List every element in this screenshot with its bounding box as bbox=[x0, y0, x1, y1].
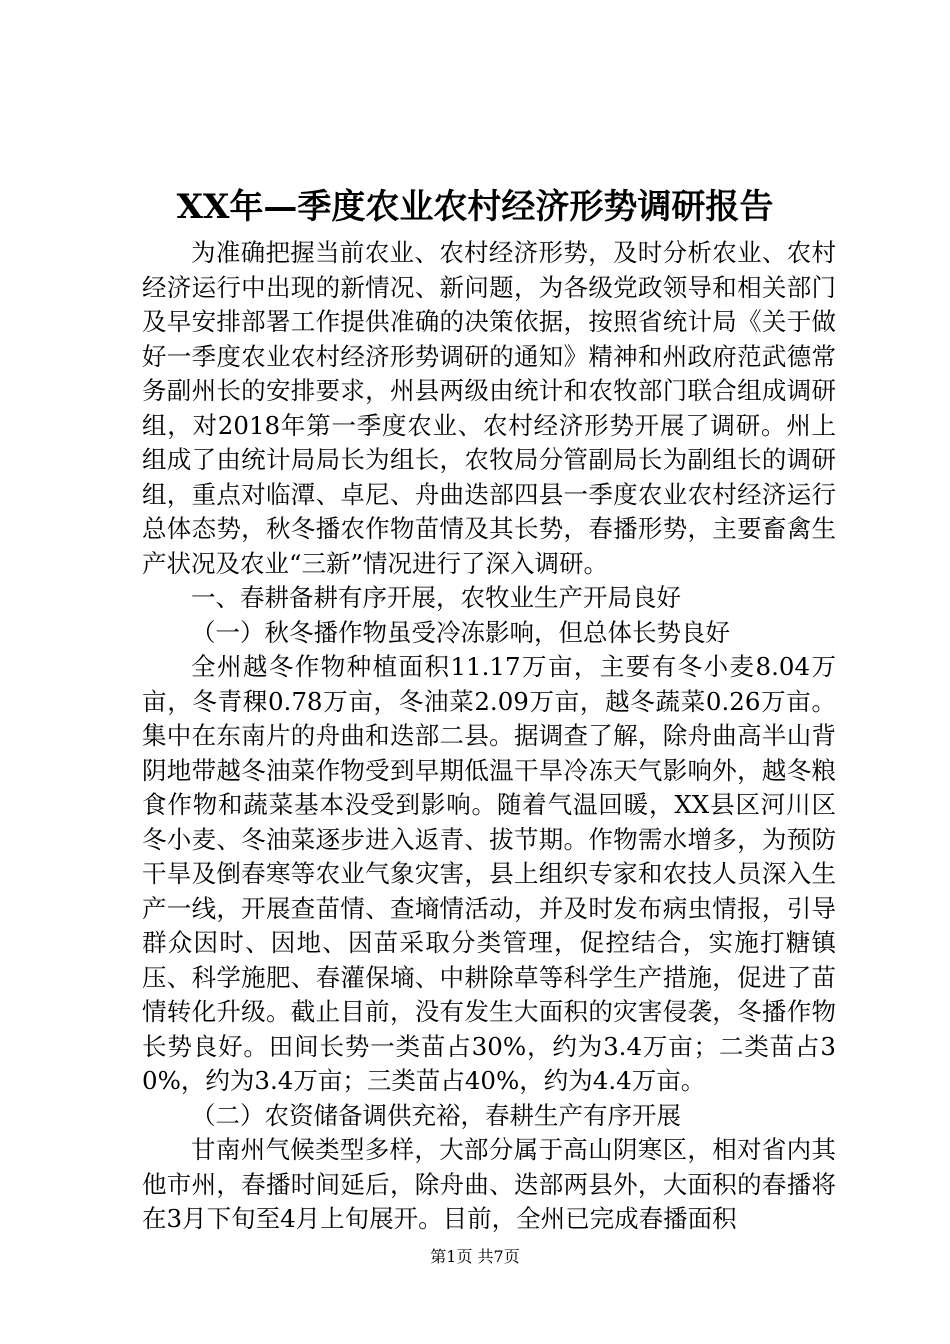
document-body bbox=[142, 236, 836, 1237]
intro-paragraph: 为准确把握当前农业、农村经济形势，及时分析农业、农村经济运行中出现的新情况、新问题，为各级党政领导和相关部门及早安排部署工作提供准确的决策依据，按照省统计局《关于做好一季度农业农村经济形势调研的通知》精神和州政府范武德常务副州长的安排要求，州县两级由统计和农牧部门联合组成调研组，对2018年第一季度农业、农村经济形势开展了调研。州上组成了由统计局局长为组长，农牧局分管副局长为副组长的调研组，重点对临潭、卓尼、舟曲迭部四县一季度农业农村经济运行总体态势，秋冬播农作物苗情及其长势，春播形势，主要畜禽生产状况及农业“三新”情况进行了深入调研。 bbox=[142, 238, 836, 578]
body-paragraph-1: 全州越冬作物种植面积11.17万亩，主要有冬小麦8.04万亩，冬青稞0.78万亩，冬油菜2.09万亩，越冬蔬菜0.26万亩。集中在东南片的舟曲和迭部二县。据调查了解，除舟曲高半山背阴地带越冬油菜作物受到早期低温干旱冷冻天气影响外，越冬粮食作物和蔬菜基本没受到影响。随着气温回暖，XX县区河川区冬小麦、冬油菜逐步进入返青、拔节期。作物需水增多，为预防干旱及倒春寒等农业气象灾害，县上组织专家和农技人员深入生产一线，开展查苗情、查墒情活动，并及时发布病虫情报，引导群众因时、因地、因苗采取分类管理，促控结合，实施打糖镇压、科学施肥、春灌保墒、中耕除草等科学生产措施，促进了苗情转化升级。截止目前，没有发生大面积的灾害侵袭，冬播作物长势良好。田间长势一类苗占30%，约为3.4万亩；二类苗占30%，约为3.4万亩；三类苗占40%，约为4.4万亩。 bbox=[142, 652, 836, 1095]
section-heading-1: 一、春耕备耕有序开展，农牧业生产开局良好 bbox=[191, 583, 681, 612]
body-paragraph-2: 甘南州气候类型多样，大部分属于高山阴寒区，相对省内其他市州，春播时间延后，除舟曲、迭部两县外，大面积的春播将在3月下旬至4月上旬展开。目前，全州已完成春播面积 bbox=[142, 1135, 836, 1233]
page-footer: 第1页 共7页 bbox=[430, 1247, 520, 1266]
subsection-heading-2: （二）农资储备调供充裕，春耕生产有序开展 bbox=[191, 1100, 681, 1130]
subsection-heading-1: （一）秋冬播作物虽受冷冻影响，但总体长势良好 bbox=[191, 617, 730, 647]
document-title: XX年—季度农业农村经济形势调研报告 bbox=[176, 187, 774, 227]
